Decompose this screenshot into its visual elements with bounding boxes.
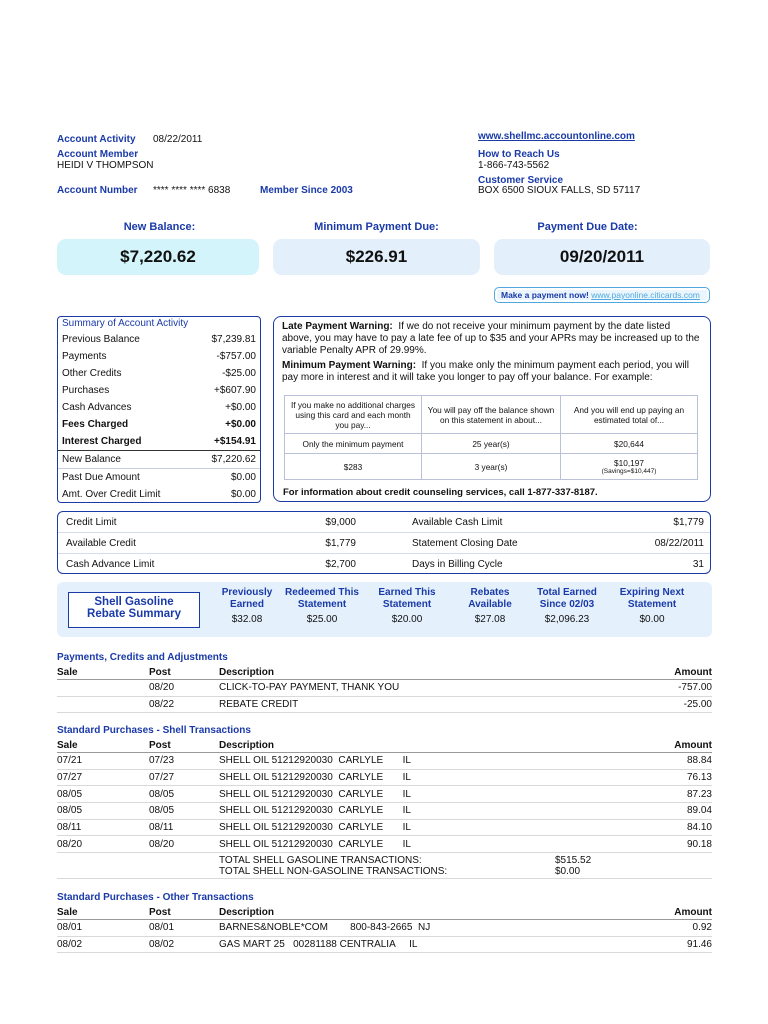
transaction-row — [57, 697, 712, 714]
rebate-col-header-1: Previously — [221, 587, 273, 598]
rebate-column — [527, 587, 607, 625]
rebate-title-box — [68, 592, 200, 628]
tx-sale-date: 07/27 — [57, 772, 83, 784]
tx-description: SHELL OIL 51212920030 CARLYLE IL — [219, 755, 411, 767]
due-date-box — [494, 239, 710, 275]
example-alt-total: $10,197 — [614, 458, 644, 468]
col-sale: Sale — [57, 740, 78, 751]
account-member-name: HEIDI V THOMPSON — [57, 160, 154, 171]
credit-counseling-note: For information about credit counseling services, call 1-877-337-8187. — [283, 487, 598, 498]
rebate-column — [207, 587, 287, 625]
summary-row-label: Interest Charged — [62, 436, 142, 447]
col-amount: Amount — [674, 740, 712, 751]
rebate-column — [450, 587, 530, 625]
summary-row-value: $7,239.81 — [211, 334, 256, 345]
tx-description: BARNES&NOBLE*COM 800-843-2665 NJ — [219, 922, 431, 934]
summary-row — [58, 416, 260, 433]
rebate-col-value: $0.00 — [639, 614, 665, 625]
rebate-col-header-2: Statement — [382, 599, 432, 610]
due-date-value: 09/20/2011 — [559, 247, 645, 266]
late-payment-title: Late Payment Warning: — [282, 321, 393, 332]
tx-amount: 0.92 — [692, 922, 712, 934]
col-description: Description — [219, 907, 275, 918]
rebate-col-header-2: Available — [468, 599, 512, 610]
example-min-total: $20,644 — [561, 434, 698, 454]
min-payment-value: $226.91 — [345, 247, 408, 266]
transaction-row — [57, 786, 712, 803]
total-gasoline-value: $515.52 — [555, 855, 592, 867]
rebate-col-value: $2,096.23 — [544, 614, 590, 625]
rebate-col-value: $25.00 — [306, 614, 338, 625]
account-number-value: **** **** **** 6838 — [153, 185, 231, 196]
summary-row — [58, 451, 260, 469]
transaction-row — [57, 920, 712, 937]
make-payment-url[interactable]: www.payonline.citicards.com — [591, 290, 700, 300]
shell-table — [57, 740, 712, 879]
tx-post-date: 07/27 — [149, 772, 175, 784]
rebate-title-1: Shell Gasoline — [94, 596, 174, 608]
transaction-row — [57, 770, 712, 787]
late-payment-warning — [282, 321, 702, 357]
summary-row — [58, 365, 260, 382]
limit-value: $9,000 — [325, 516, 356, 528]
tx-sale-date: 08/11 — [57, 822, 82, 834]
limit-label: Available Credit — [66, 537, 136, 549]
tx-amount: 84.10 — [686, 822, 712, 834]
tx-description: CLICK-TO-PAY PAYMENT, THANK YOU — [219, 682, 400, 694]
limit-label: Days in Billing Cycle — [412, 558, 503, 570]
rebate-column — [612, 587, 692, 625]
transaction-row — [57, 680, 712, 697]
tx-post-date: 08/11 — [149, 822, 174, 834]
tx-amount: 87.23 — [686, 788, 712, 800]
limit-row — [58, 512, 710, 533]
transaction-row — [57, 753, 712, 770]
summary-row — [58, 399, 260, 416]
summary-row-label: Cash Advances — [62, 402, 132, 413]
tx-sale-date: 08/05 — [57, 805, 83, 817]
summary-row — [58, 469, 260, 486]
tx-post-date: 07/23 — [149, 755, 175, 767]
limit-value: $2,700 — [325, 558, 356, 570]
website-link[interactable]: www.shellmc.accountonline.com — [478, 131, 635, 142]
col-sale: Sale — [57, 907, 78, 918]
tx-description: SHELL OIL 51212920030 CARLYLE IL — [219, 772, 411, 784]
rebate-col-header-2: Statement — [627, 599, 677, 610]
total-nongasoline-row — [57, 866, 712, 879]
col-description: Description — [219, 740, 275, 751]
summary-row-label: Amt. Over Credit Limit — [62, 489, 161, 500]
account-activity-date: 08/22/2011 — [153, 134, 203, 145]
account-number-label: Account Number — [57, 185, 138, 196]
member-since: Member Since 2003 — [260, 185, 353, 196]
summary-row-label: Previous Balance — [62, 334, 140, 345]
tx-description: SHELL OIL 51212920030 CARLYLE IL — [219, 838, 411, 850]
total-gasoline-label: TOTAL SHELL GASOLINE TRANSACTIONS: — [219, 855, 422, 867]
shell-table-header — [57, 740, 712, 753]
col-amount: Amount — [674, 907, 712, 918]
summary-row-value: -$757.00 — [216, 351, 256, 362]
phone-number: 1-866-743-5562 — [478, 160, 550, 171]
rebate-col-header-2: Since 02/03 — [539, 599, 595, 610]
limit-label: Cash Advance Limit — [66, 558, 155, 570]
tx-description: SHELL OIL 51212920030 CARLYLE IL — [219, 822, 411, 834]
summary-row — [58, 433, 260, 451]
summary-row-label: Payments — [62, 351, 107, 362]
col-post: Post — [149, 740, 171, 751]
account-activity-label: Account Activity — [57, 134, 136, 145]
limit-value: 31 — [692, 558, 704, 570]
rebate-col-header-2: Statement — [297, 599, 347, 610]
summary-row-value: $0.00 — [230, 489, 256, 500]
limit-row — [58, 554, 710, 574]
summary-row-value: +$0.00 — [225, 419, 256, 430]
min-payment-warning-text: If you make only the minimum payment each period, you will pay more in interest and it will take you longer to pay off your balance. For example: — [282, 360, 689, 383]
payments-table — [57, 667, 712, 713]
transaction-row — [57, 820, 712, 837]
rebate-col-value: $27.08 — [474, 614, 506, 625]
due-date-label: Payment Due Date: — [537, 221, 638, 233]
tx-description: SHELL OIL 51212920030 CARLYLE IL — [219, 788, 411, 800]
new-balance-label: New Balance: — [123, 221, 196, 233]
example-alt-total-cell — [561, 454, 698, 480]
tx-amount: 76.13 — [686, 772, 712, 784]
summary-row — [58, 486, 260, 503]
summary-row-value: +$154.91 — [214, 436, 256, 447]
tx-post-date: 08/02 — [149, 939, 175, 951]
rebate-col-header-1: Rebates — [470, 587, 510, 598]
summary-row-label: Purchases — [62, 385, 110, 396]
min-payment-box — [273, 239, 480, 275]
example-header-1: If you make no additional charges using this card and each month you pay... — [285, 396, 422, 434]
col-amount: Amount — [674, 667, 712, 678]
account-summary — [57, 316, 261, 503]
limit-label: Statement Closing Date — [412, 537, 518, 549]
tx-amount: 89.04 — [686, 805, 712, 817]
example-alt-years: 3 year(s) — [422, 454, 561, 480]
summary-row — [58, 348, 260, 365]
tx-description: REBATE CREDIT — [219, 699, 299, 711]
credit-limits-box — [57, 511, 711, 574]
customer-service-address: BOX 6500 SIOUX FALLS, SD 57117 — [478, 185, 641, 196]
rebate-column — [367, 587, 447, 625]
tx-description: GAS MART 25 00281188 CENTRALIA IL — [219, 939, 418, 951]
summary-title: Summary of Account Activity — [62, 318, 189, 329]
tx-amount: 91.46 — [686, 939, 712, 951]
col-sale: Sale — [57, 667, 78, 678]
limit-row — [58, 533, 710, 554]
example-savings: (Savings=$10,447) — [601, 468, 657, 475]
new-balance-box — [57, 239, 259, 275]
tx-amount: -757.00 — [678, 682, 712, 694]
rebate-col-value: $32.08 — [231, 614, 263, 625]
shell-section-title: Standard Purchases - Shell Transactions — [57, 725, 251, 736]
late-payment-text: If we do not receive your minimum payment by the date listed above, you may have to pay a late fee of up to $35 and your APRs may be increased up to the variable Penalty APR of 29.99%. — [282, 321, 700, 356]
example-min-years: 25 year(s) — [422, 434, 561, 454]
summary-row-label: Other Credits — [62, 368, 122, 379]
total-nongasoline-label: TOTAL SHELL NON-GASOLINE TRANSACTIONS: — [219, 866, 448, 878]
summary-row-value: -$25.00 — [222, 368, 256, 379]
tx-post-date: 08/20 — [149, 838, 175, 850]
total-nongasoline-value: $0.00 — [555, 866, 581, 878]
min-payment-warning-title: Minimum Payment Warning: — [282, 360, 417, 371]
tx-sale-date: 07/21 — [57, 755, 83, 767]
col-post: Post — [149, 667, 171, 678]
rebate-summary — [57, 582, 712, 637]
tx-sale-date: 08/05 — [57, 788, 83, 800]
tx-post-date: 08/05 — [149, 805, 175, 817]
account-member-label: Account Member — [57, 149, 139, 160]
summary-row-value: +$607.90 — [214, 385, 256, 396]
min-payment-warning — [282, 360, 702, 384]
customer-service-label: Customer Service — [478, 175, 564, 186]
summary-row-label: Past Due Amount — [62, 472, 140, 483]
rebate-col-header-2: Earned — [230, 599, 264, 610]
limit-value: 08/22/2011 — [654, 537, 704, 549]
tx-post-date: 08/01 — [149, 922, 175, 934]
tx-post-date: 08/20 — [149, 682, 175, 694]
payoff-example-table — [284, 395, 698, 480]
total-gasoline-row — [57, 855, 712, 866]
tx-sale-date: 08/02 — [57, 939, 83, 951]
transaction-row — [57, 836, 712, 853]
col-post: Post — [149, 907, 171, 918]
other-section-title: Standard Purchases - Other Transactions — [57, 892, 254, 903]
summary-row-label: Fees Charged — [62, 419, 129, 430]
tx-post-date: 08/05 — [149, 788, 175, 800]
transaction-row — [57, 937, 712, 954]
limit-label: Available Cash Limit — [412, 516, 503, 528]
rebate-col-header-1: Redeemed This — [285, 587, 359, 598]
summary-row-value: $7,220.62 — [211, 454, 256, 465]
example-header-2: You will pay off the balance shown on this statement in about... — [422, 396, 561, 434]
tx-sale-date: 08/01 — [57, 922, 83, 934]
rebate-column — [282, 587, 362, 625]
tx-amount: 88.84 — [686, 755, 712, 767]
make-payment-button[interactable] — [494, 287, 710, 303]
new-balance-value: $7,220.62 — [120, 247, 196, 266]
col-description: Description — [219, 667, 275, 678]
summary-row-value: +$0.00 — [225, 402, 256, 413]
rebate-col-header-1: Total Earned — [537, 587, 597, 598]
other-table-header — [57, 907, 712, 920]
rebate-col-value: $20.00 — [391, 614, 423, 625]
tx-amount: -25.00 — [683, 699, 712, 711]
example-header-3: And you will end up paying an estimated total of... — [561, 396, 698, 434]
other-table — [57, 907, 712, 953]
example-min-label: Only the minimum payment — [285, 434, 422, 454]
rebate-title-2: Rebate Summary — [87, 608, 181, 620]
payments-section-title: Payments, Credits and Adjustments — [57, 652, 228, 663]
tx-sale-date: 08/20 — [57, 838, 83, 850]
min-payment-label: Minimum Payment Due: — [314, 221, 439, 233]
rebate-col-header-1: Earned This — [378, 587, 436, 598]
limit-value: $1,779 — [673, 516, 704, 528]
summary-row — [58, 382, 260, 399]
tx-description: SHELL OIL 51212920030 CARLYLE IL — [219, 805, 411, 817]
payments-table-header — [57, 667, 712, 680]
payment-warning-box — [273, 316, 711, 502]
summary-row — [58, 331, 260, 348]
tx-amount: 90.18 — [686, 838, 712, 850]
summary-row-label: New Balance — [62, 454, 121, 465]
rebate-col-header-1: Expiring Next — [619, 587, 685, 598]
example-alt-payment: $283 — [285, 454, 422, 480]
make-payment-text: Make a payment now! — [501, 290, 589, 300]
limit-value: $1,779 — [325, 537, 356, 549]
reach-us-label: How to Reach Us — [478, 149, 560, 160]
transaction-row — [57, 803, 712, 820]
tx-post-date: 08/22 — [149, 699, 175, 711]
summary-row-value: $0.00 — [230, 472, 256, 483]
limit-label: Credit Limit — [66, 516, 117, 528]
